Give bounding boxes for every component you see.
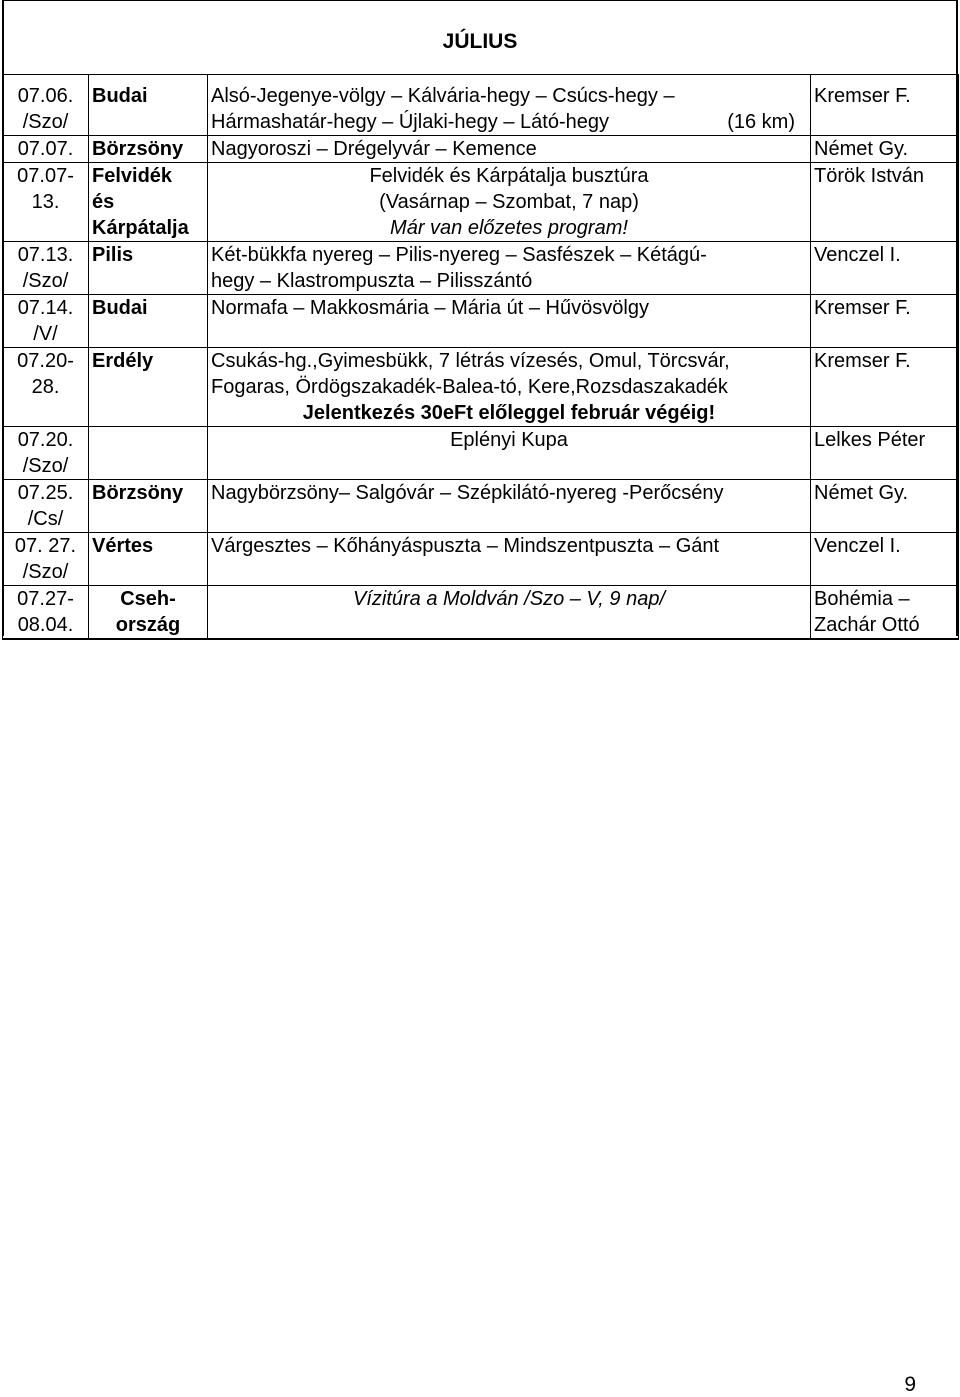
table-row [3,480,959,533]
table-row [3,427,959,480]
route-cell: Nagybörzsöny– Salgóvár – Szépkilátó-nyereg -Perőcsény [208,480,811,533]
route-cell: Alsó-Jegenye-völgy – Kálvária-hegy – Csúcs-hegy – Hármashatár-hegy – Újlaki-hegy – Látó-hegy (16 km) [208,75,811,136]
date-cell: 07.25. /Cs/ [3,480,89,533]
page-title: JÚLIUS [442,30,518,53]
leader-cell: Lelkes Péter [811,427,959,480]
leader-cell: Kremser F. [811,348,959,427]
route-cell: Normafa – Makkosmária – Mária út – Hűvösvölgy [208,295,811,348]
region-cell: Felvidék és Kárpátalja [89,163,208,242]
table-row [3,136,959,163]
leader-cell: Venczel I. [811,242,959,295]
table-row [3,242,959,295]
table-row [3,586,959,640]
table-row [3,163,959,242]
date-cell: 07.20. /Szo/ [3,427,89,480]
leader-cell: Német Gy. [811,136,959,163]
region-cell: Budai [89,75,208,136]
region-cell: Pilis [89,242,208,295]
region-cell: Budai [89,295,208,348]
leader-cell: Kremser F. [811,295,959,348]
date-cell: 07.20- 28. [3,348,89,427]
distance: (16 km) [727,111,795,133]
program-note: Már van előzetes program! [390,217,628,239]
page-number: 9 [904,1373,916,1396]
leader-cell: Német Gy. [811,480,959,533]
date-cell: 07.13. /Szo/ [3,242,89,295]
region-cell: Erdély [89,348,208,427]
route-cell: Csukás-hg.,Gyimesbükk, 7 létrás vízesés, Omul, Törcsvár, Fogaras, Ördögszakadék-Balea-tó, Kere,Rozsdaszakadék Jelentkezés 30eFt előleggel február végéig! [208,348,811,427]
route-cell: Felvidék és Kárpátalja busztúra (Vasárnap – Szombat, 7 nap) Már van előzetes program! [208,163,811,242]
table-row [3,295,959,348]
route-cell: Eplényi Kupa [208,427,811,480]
region-cell: Börzsöny [89,136,208,163]
date-cell: 07.07- 13. [3,163,89,242]
table-row [3,75,959,136]
leader-cell: Kremser F. [811,75,959,136]
schedule-table [2,74,959,640]
region-cell: Cseh- ország [89,586,208,640]
date-cell: 07.14. /V/ [3,295,89,348]
region-cell: Börzsöny [89,480,208,533]
registration-note: Jelentkezés 30eFt előleggel február végéig! [302,402,716,424]
leader-cell: Török István [811,163,959,242]
route-cell: Nagyoroszi – Drégelyvár – Kemence [208,136,811,163]
leader-cell: Venczel I. [811,533,959,586]
date-cell: 07.07. [3,136,89,163]
route-cell: Várgesztes – Kőhányáspuszta – Mindszentpuszta – Gánt [208,533,811,586]
region-cell: Vértes [89,533,208,586]
route-cell: Két-bükkfa nyereg – Pilis-nyereg – Sasfészek – Kétágú- hegy – Klastrompuszta – Pilisszántó [208,242,811,295]
route-cell: Vízitúra a Moldván /Szo – V, 9 nap/ [208,586,811,640]
table-row [3,348,959,427]
date-cell: 07.27- 08.04. [3,586,89,640]
table-row [3,533,959,586]
leader-cell: Bohémia – Zachár Ottó [811,586,959,640]
region-cell [89,427,208,480]
date-cell: 07.06. /Szo/ [3,75,89,136]
date-cell: 07. 27. /Szo/ [3,533,89,586]
